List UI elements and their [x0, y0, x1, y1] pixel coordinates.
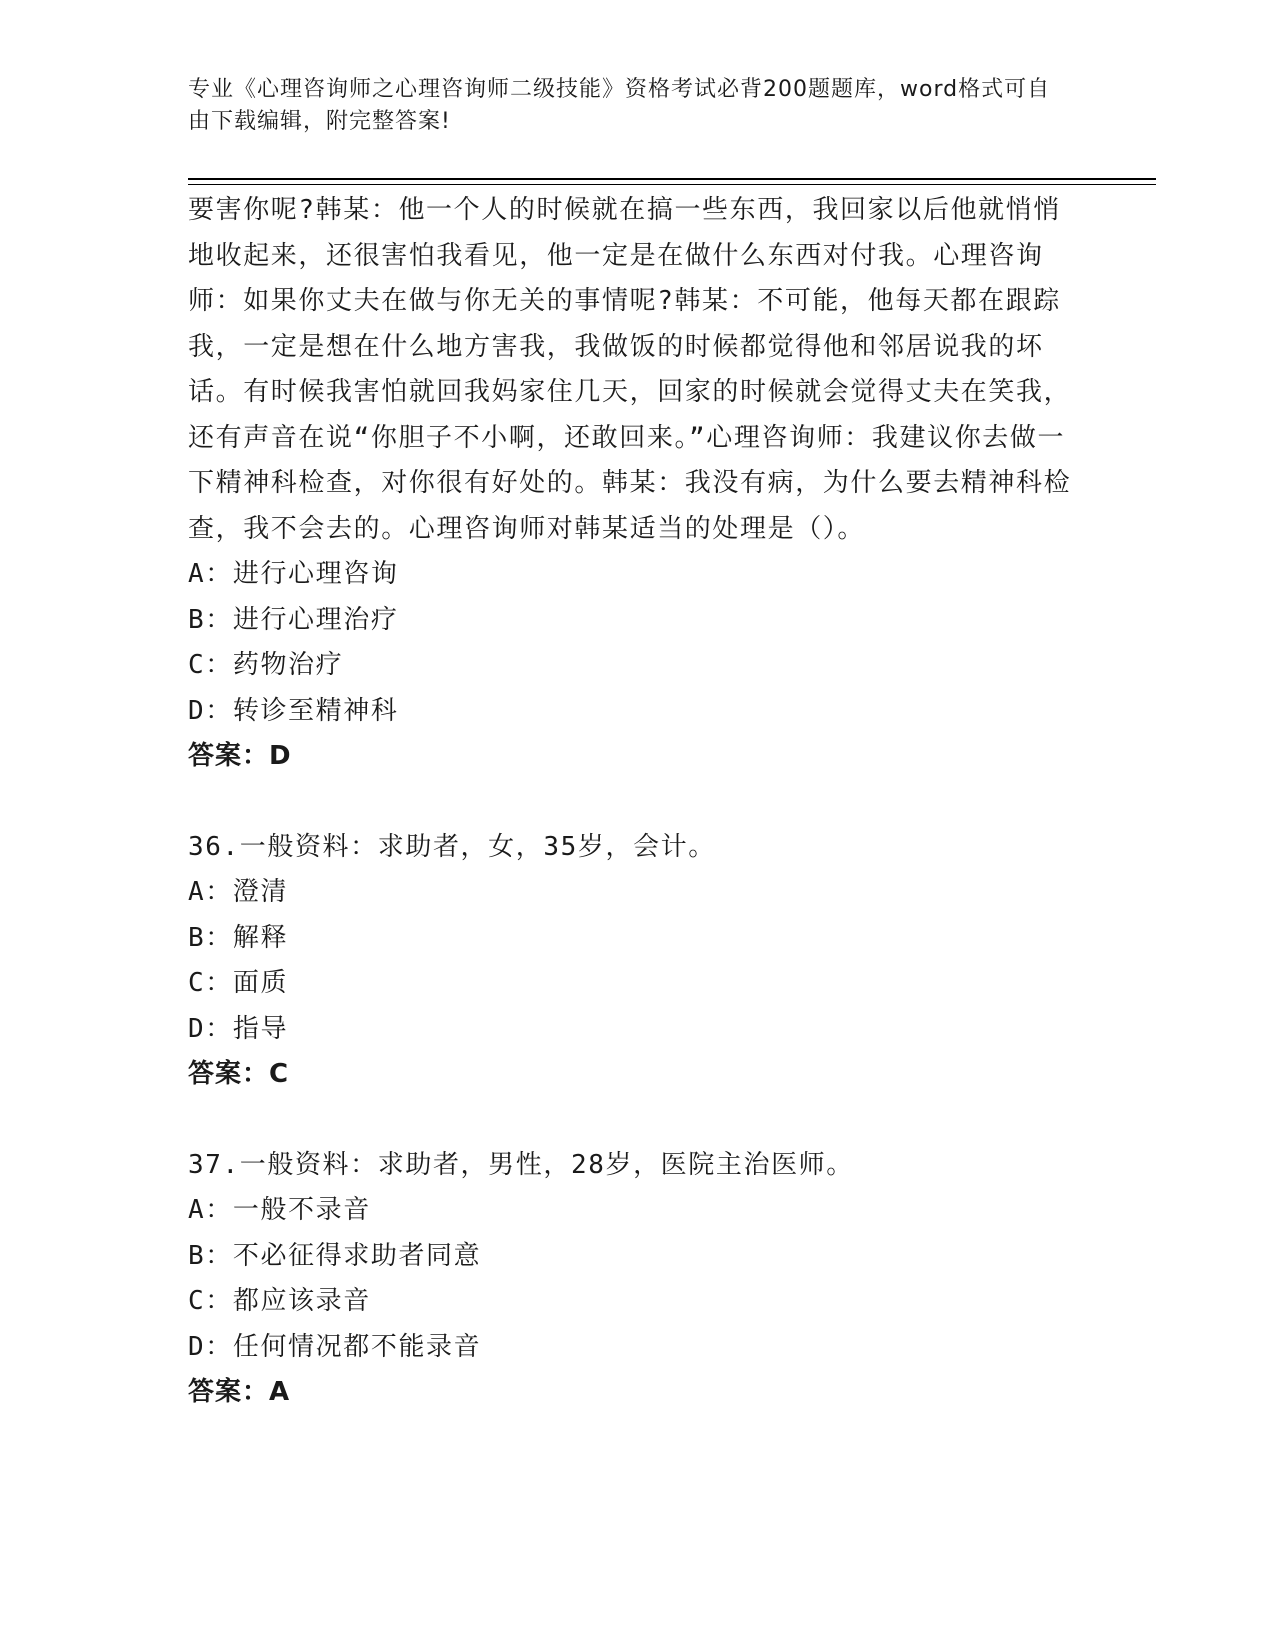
question-36-option-c: C：面质: [188, 968, 289, 998]
question-block-35: [188, 188, 1078, 780]
question-37-option-c: C：都应该录音: [188, 1286, 371, 1316]
question-block-37: [188, 1143, 1078, 1416]
page-header-title: 专业《心理咨询师之心理咨询师二级技能》资格考试必背200题题库，word格式可自由下载编辑，附完整答案!: [188, 77, 1051, 134]
header-rule-thick: [188, 178, 1156, 180]
question-37-option-b: B：不必征得求助者同意: [188, 1240, 482, 1271]
question-36-option-a: A：澄清: [188, 877, 289, 907]
question-35-answer: 答案：D: [188, 741, 292, 771]
question-35-option-b: B：进行心理治疗: [188, 604, 399, 635]
header-rule-thin: [188, 184, 1156, 185]
question-35-stem-continued: 要害你呢?韩某：他一个人的时候就在搞一些东西，我回家以后他就悄悄地收起来，还很害怕我看见，他一定是在做什么东西对付我。心理咨询师：如果你丈夫在做与你无关的事情呢?韩某：不可能，他每天都在跟踪我，一定是想在什么地方害我，我做饭的时候都觉得他和邻居说我的坏话。有时候我害怕就回我妈家住几天，回家的时候就会觉得丈夫在笑我，还有声音在说“你胆子不小啊，还敢回来。”心理咨询师：我建议你去做一下精神科检查，对你很有好处的。韩某：我没有病，为什么要去精神科检查，我不会去的。心理咨询师对韩某适当的处理是（）。: [188, 195, 1072, 544]
question-37-option-a: A：一般不录音: [188, 1195, 371, 1225]
question-35-option-d: D：转诊至精神科: [188, 695, 399, 726]
question-36-answer: 答案：C: [188, 1059, 290, 1089]
question-36-stem: 36.一般资料：求助者，女，35岁，会计。: [188, 831, 716, 862]
question-37-answer: 答案：A: [188, 1377, 291, 1407]
question-35-option-a: A：进行心理咨询: [188, 559, 399, 589]
document-body: [188, 188, 1078, 1416]
question-35-option-c: C：药物治疗: [188, 650, 344, 680]
question-37-stem: 37.一般资料：求助者，男性，28岁，医院主治医师。: [188, 1149, 854, 1180]
question-36-option-d: D：指导: [188, 1013, 289, 1044]
question-37-option-d: D：任何情况都不能录音: [188, 1331, 482, 1362]
question-36-option-b: B：解释: [188, 922, 289, 953]
question-block-36: [188, 825, 1078, 1098]
